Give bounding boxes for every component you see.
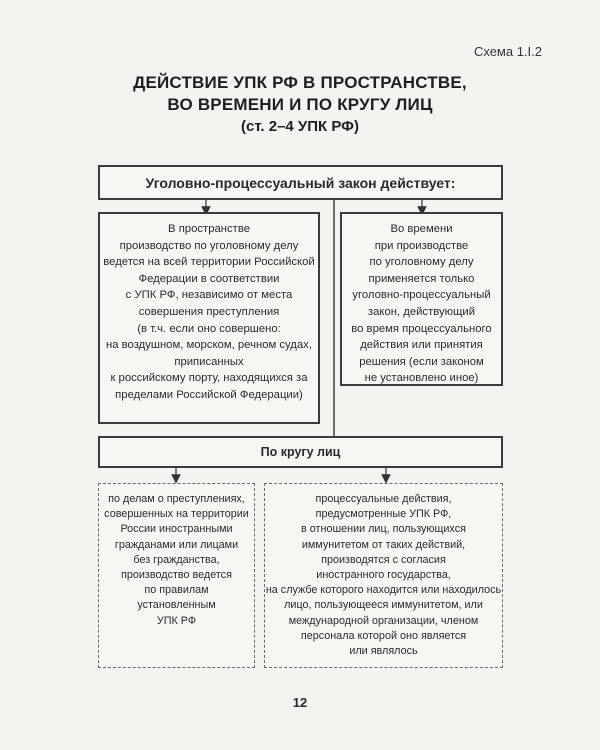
text-line: без гражданства, <box>133 553 220 566</box>
text-line: иностранного государства, <box>316 569 451 582</box>
text-line: по правилам <box>144 584 209 597</box>
text-line: производство по уголовному делу <box>119 239 299 252</box>
time-box-text <box>342 221 501 387</box>
page-number: 12 <box>292 695 308 710</box>
text-line: применяется только <box>368 272 475 285</box>
main-law-box <box>98 165 503 200</box>
title-line-1: ДЕЙСТВИЕ УПК РФ В ПРОСТРАНСТВЕ, <box>133 73 467 92</box>
text-line: (в т.ч. если оно совершено: <box>137 322 281 335</box>
space-box <box>98 212 320 424</box>
text-line: уголовно-процессуальный <box>352 289 491 302</box>
text-line: или являлось <box>349 645 418 658</box>
text-line: к российскому порту, находящихся за <box>110 372 308 385</box>
text-line: международной организации, членом <box>288 614 479 627</box>
text-line: закон, действующий <box>367 305 476 318</box>
text-line: на воздушном, морском, речном судах, <box>106 339 312 352</box>
text-line: персонала которой оно является <box>300 629 467 642</box>
text-line: по делам о преступлениях, <box>108 493 245 505</box>
persons-label: По кругу лиц <box>260 445 341 459</box>
text-line: России иностранными <box>120 523 233 536</box>
immunity-box <box>264 483 503 668</box>
text-line: по уголовному делу <box>369 256 474 269</box>
text-line: производятся с согласия <box>321 553 446 566</box>
text-line: приписанных <box>174 355 244 368</box>
text-line: процессуальные действия, <box>315 493 452 505</box>
text-line: на службе которого находится или находилось <box>265 584 502 597</box>
text-line: ведется на всей территории Российской <box>103 256 315 269</box>
text-line: лицо, пользующееся иммунитетом, или <box>284 599 483 612</box>
text-line: В пространстве <box>168 223 250 235</box>
persons-box <box>98 436 503 468</box>
main-law-label: Уголовно-процессуальный закон действует: <box>145 174 456 191</box>
text-line: решения (если законом <box>359 355 484 368</box>
text-line: в отношении лиц, пользующихся <box>301 523 466 536</box>
title-line-2: ВО ВРЕМЕНИ И ПО КРУГУ ЛИЦ <box>167 95 433 114</box>
foreigners-box-text <box>99 492 254 629</box>
text-line: при производстве <box>374 239 469 252</box>
title-line-3: (ст. 2–4 УПК РФ) <box>241 118 359 135</box>
text-line: совершенных на территории <box>104 508 249 521</box>
foreigners-box <box>98 483 255 668</box>
scheme-label: Схема 1.I.2 <box>473 44 542 59</box>
immunity-box-text <box>265 492 502 659</box>
space-box-text <box>100 221 318 404</box>
text-line: Федерации в соответствии <box>138 272 280 285</box>
text-line: с УПК РФ, независимо от места <box>125 289 293 302</box>
text-line: производство ведется <box>121 569 232 582</box>
text-line: УПК РФ <box>156 614 197 627</box>
text-line: совершения преступления <box>138 305 280 318</box>
text-line: установленным <box>137 599 216 612</box>
text-line: иммунитетом от таких действий, <box>301 538 466 551</box>
text-line: Во времени <box>390 223 453 235</box>
text-line: не установлено иное) <box>364 372 479 385</box>
text-line: во время процессуального <box>351 322 492 335</box>
text-line: гражданами или лицами <box>114 538 239 551</box>
text-line: пределами Российской Федерации) <box>115 388 303 401</box>
time-box <box>340 212 503 386</box>
text-line: действия или принятия <box>360 339 483 352</box>
text-line: предусмотренные УПК РФ, <box>315 508 452 521</box>
